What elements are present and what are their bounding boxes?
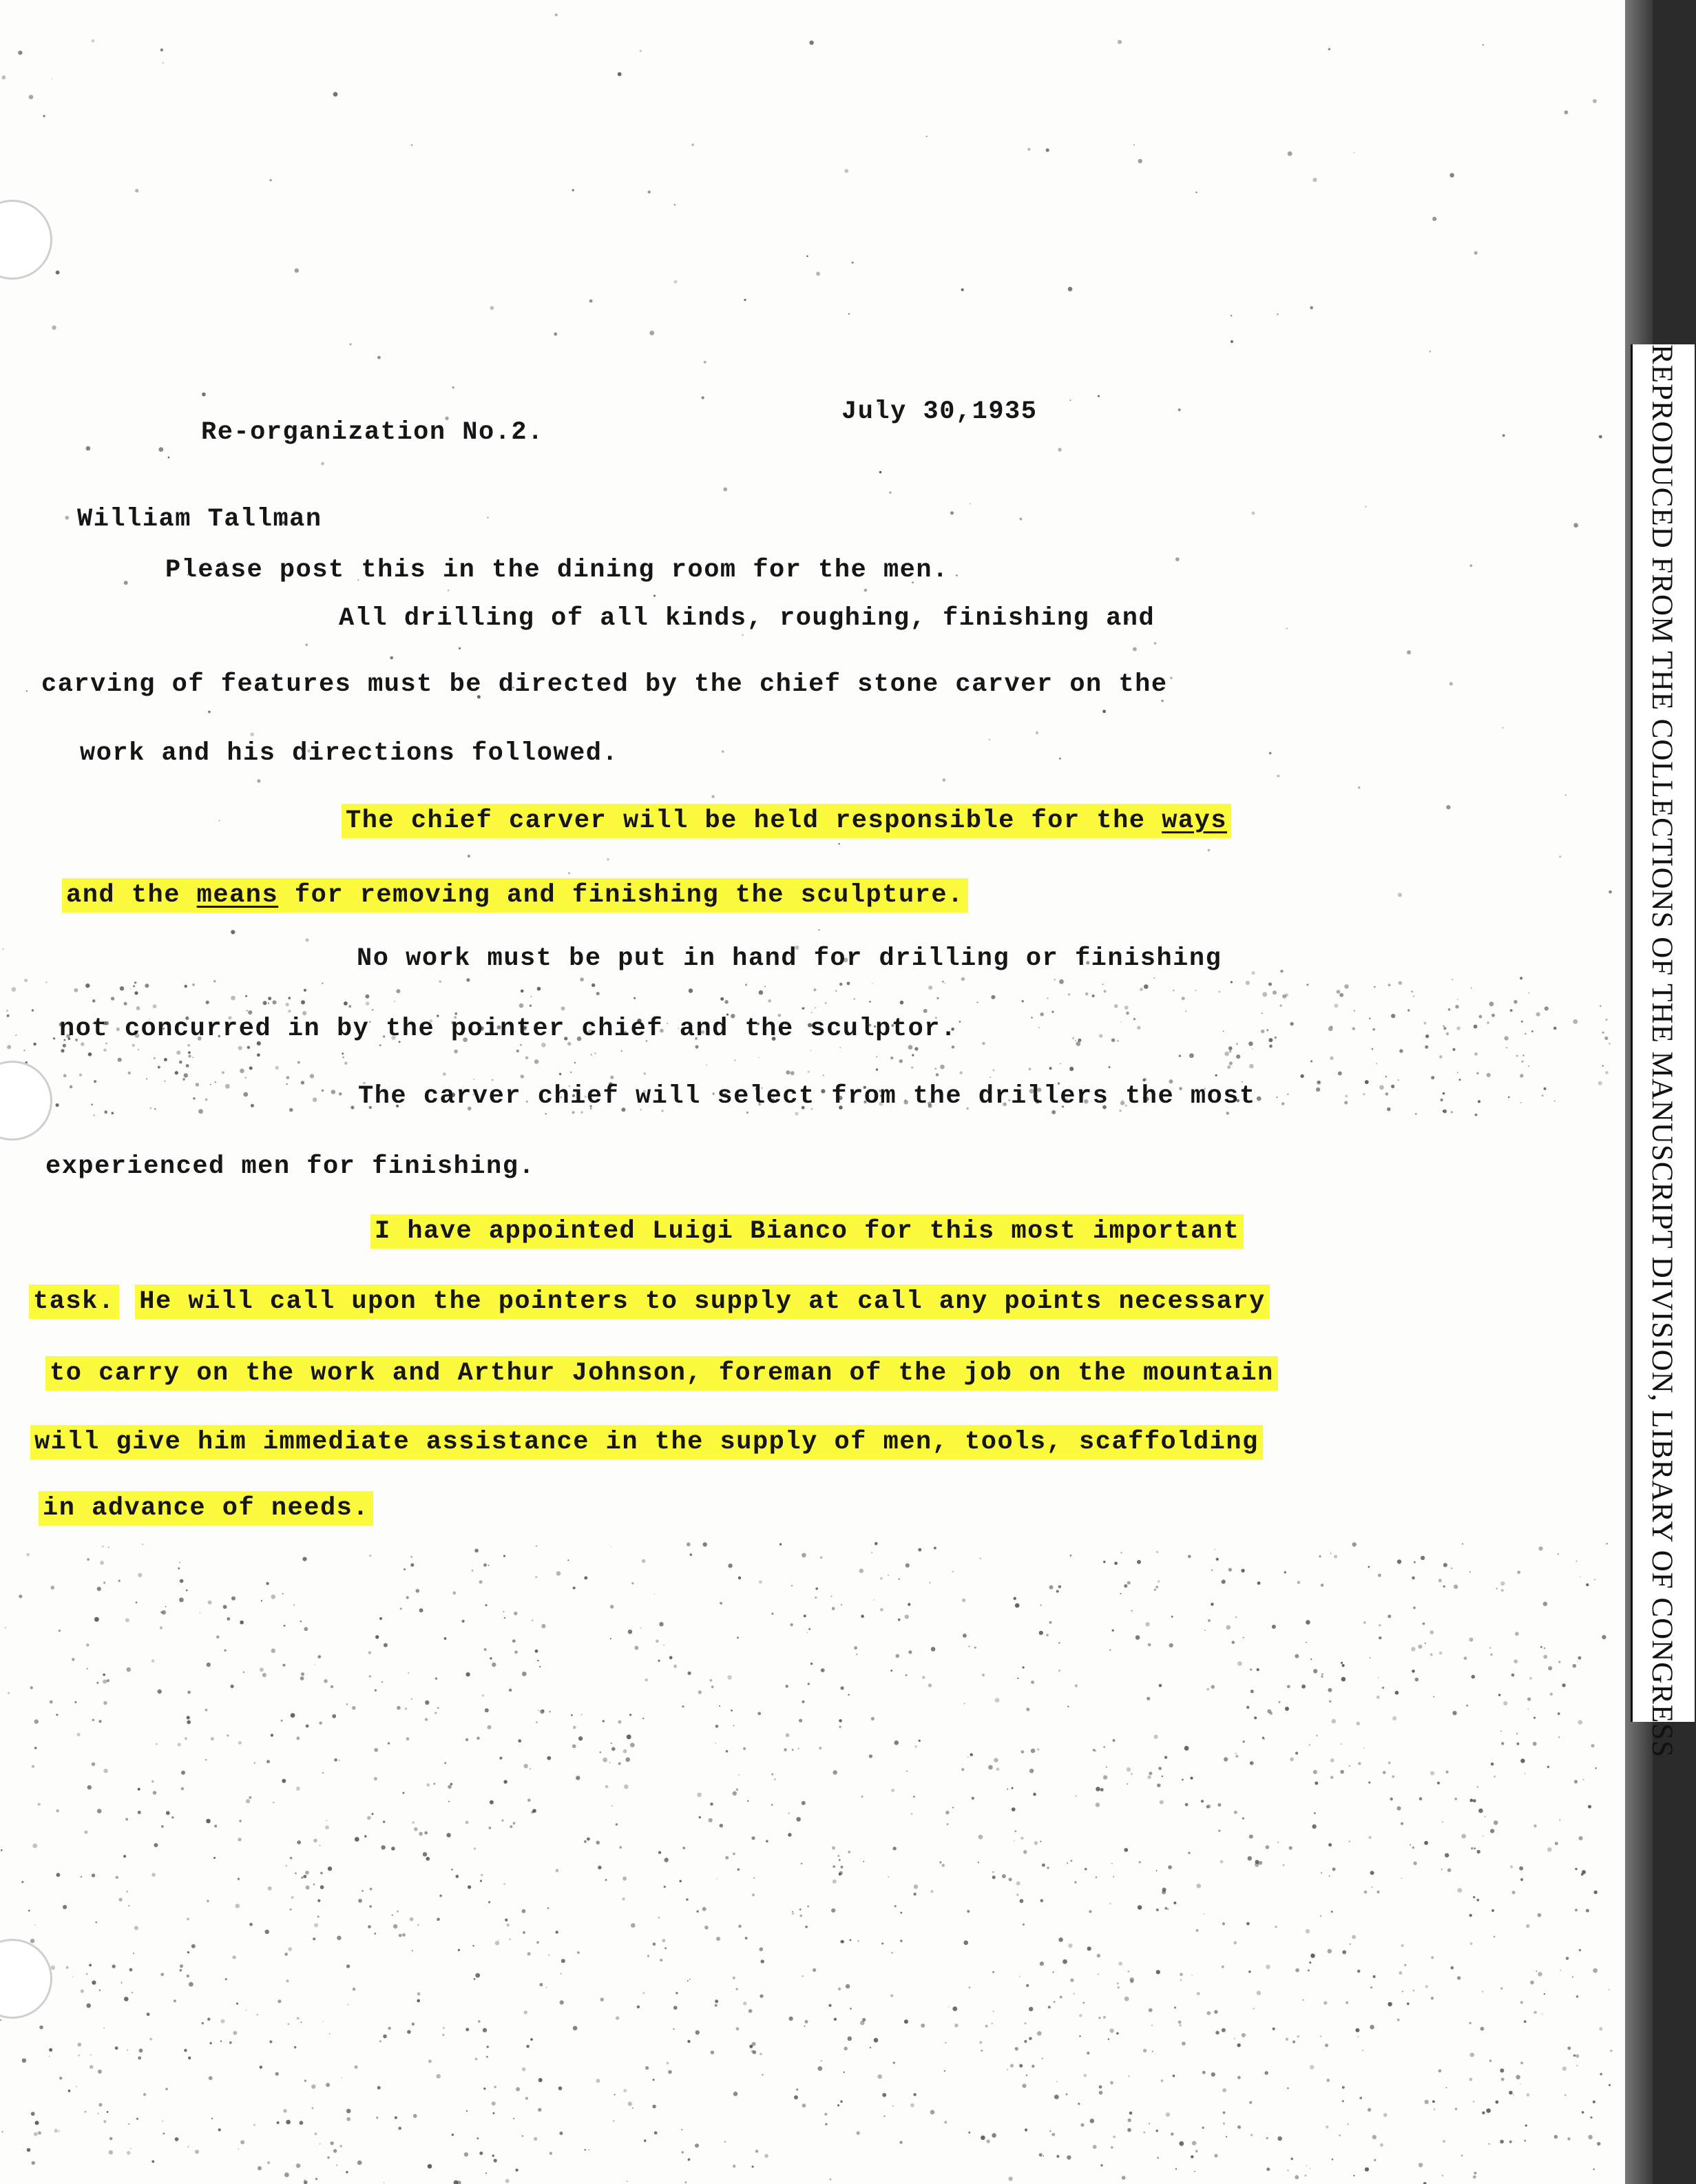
body-line-5: No work must be put in hand for drilling or finishing: [357, 944, 1222, 973]
highlighted-line-2: [62, 880, 968, 911]
highlighted-line-7: [39, 1493, 373, 1523]
highlighted-line-4: [29, 1287, 1270, 1317]
highlighted-line-5: [45, 1358, 1278, 1389]
underlined-word: ways: [1162, 807, 1228, 835]
highlight: I have appointed Luigi Bianco for this most important: [370, 1214, 1244, 1249]
highlight: in advance of needs.: [39, 1491, 373, 1526]
underlined-word: means: [196, 881, 279, 910]
document-date: July 30,1935: [841, 397, 1038, 426]
body-line-2: All drilling of all kinds, roughing, finishing and: [339, 604, 1155, 633]
archive-stamp-text: REPRODUCED FROM THE COLLECTIONS OF THE MANUSCRIPT DIVISION, LIBRARY OF CONGRESS: [1646, 344, 1678, 1758]
addressee: William Tallman: [77, 505, 322, 534]
body-line-3: carving of features must be directed by the chief stone carver on the: [41, 670, 1168, 699]
highlight: to carry on the work and Arthur Johnson, foreman of the job on the mountain: [45, 1356, 1278, 1391]
highlighted-text: for removing and finishing the sculpture.: [294, 881, 964, 910]
body-line-1: Please post this in the dining room for the men.: [165, 556, 949, 585]
highlighted-line-3: [370, 1216, 1244, 1247]
highlighted-text: and the: [66, 881, 180, 910]
highlighted-line-1: [342, 806, 1231, 836]
highlight: [342, 804, 1231, 838]
highlight: task.: [29, 1285, 119, 1319]
document-title: Re-organization No.2.: [201, 418, 544, 447]
body-line-7: The carver chief will select from the drillers the most: [358, 1082, 1256, 1111]
body-line-8: experienced men for finishing.: [45, 1152, 536, 1181]
body-line-6: not concurred in by the pointer chief and the sculptor.: [59, 1015, 957, 1043]
highlight: [62, 878, 968, 913]
highlighted-text: The chief carver will be held responsible for the: [346, 807, 1146, 835]
highlight: He will call upon the pointers to supply at call any points necessary: [135, 1285, 1270, 1319]
highlight: will give him immediate assistance in the supply of men, tools, scaffolding: [30, 1425, 1263, 1459]
highlighted-line-6: [30, 1427, 1263, 1457]
body-line-4: work and his directions followed.: [80, 739, 619, 768]
